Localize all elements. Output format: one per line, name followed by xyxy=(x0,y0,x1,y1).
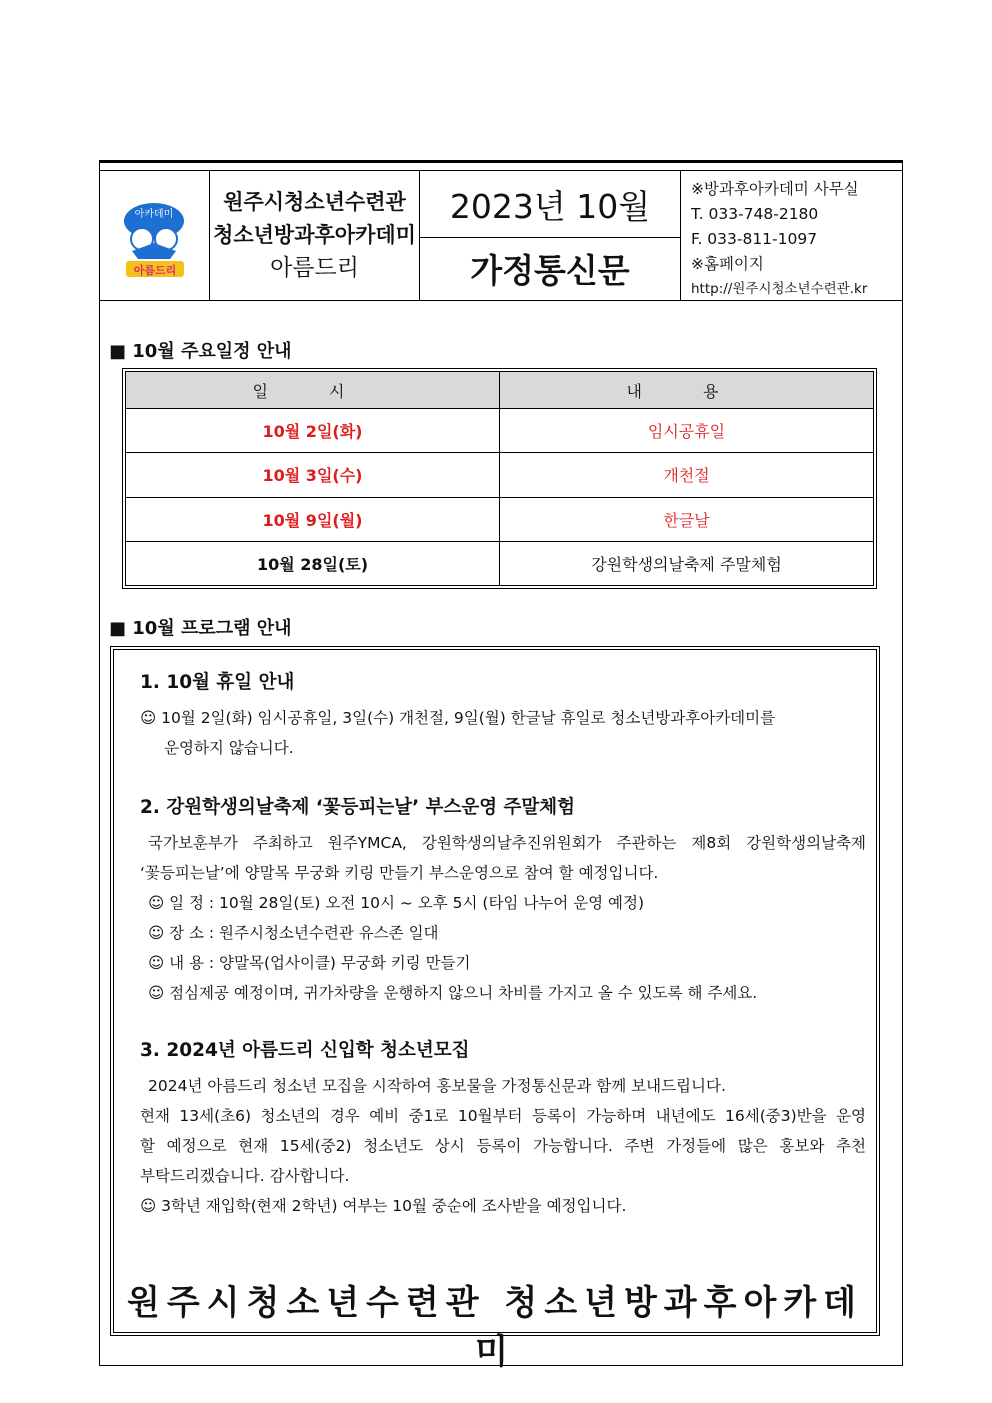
table-row xyxy=(126,497,874,541)
festival-text: 국가보훈부가 주최하고 원주YMCA, 강원학생의날추진위원회가 주관하는 제8회 강원학생의날축제 xyxy=(148,834,866,852)
logo-text-bottom: 아름드리 xyxy=(133,263,177,277)
schedule-section-title: ■ 10월 주요일정 안내 xyxy=(109,341,292,362)
homepage-label: ※홈페이지 xyxy=(691,255,764,273)
festival-note: ☺ 점심제공 예정이며, 귀가차량을 운행하지 않으니 차비를 가지고 올 수 있도록 해 주세요. xyxy=(148,984,758,1002)
schedule-date: 10월 2일(화) xyxy=(126,409,500,453)
table-row xyxy=(126,453,874,497)
schedule-content: 한글날 xyxy=(500,497,874,541)
holiday-notice-text: 운영하지 않습니다. xyxy=(164,739,294,757)
festival-location: ☺ 장 소 : 원주시청소년수련관 유스존 일대 xyxy=(148,924,439,942)
recruitment-text: 2024년 아름드리 청소년 모집을 시작하여 홍보물을 가정통신문과 함께 보내드립니다. xyxy=(148,1077,726,1095)
office-label: ※방과후아카데미 사무실 xyxy=(691,180,859,198)
title-cell xyxy=(420,171,681,300)
footer-signature: 원주시청소년수련관 청소년방과후아카데미 xyxy=(126,1283,864,1372)
organization-cell xyxy=(210,171,420,300)
schedule-date: 10월 3일(수) xyxy=(126,453,500,497)
holiday-notice-title: 1. 10월 휴일 안내 xyxy=(140,672,295,693)
issue-date: 2023년 10월 xyxy=(420,171,680,238)
letter-header xyxy=(99,170,903,301)
table-row xyxy=(126,541,874,585)
festival-schedule: ☺ 일 정 : 10월 28일(토) 오전 10시 ~ 오후 5시 (타임 나누어 운영 예정) xyxy=(148,894,645,912)
recruitment-text: 부탁드리겠습니다. 감사합니다. xyxy=(140,1167,350,1185)
schedule-header-row xyxy=(126,372,874,409)
logo-cell xyxy=(99,171,210,300)
phone-number: T. 033-748-2180 xyxy=(691,205,819,223)
date-column-header: 일 시 xyxy=(126,372,500,409)
recruitment-note: ☺ 3학년 재입학(현재 2학년) 여부는 10월 중순에 조사받을 예정입니다. xyxy=(140,1197,627,1215)
schedule-table-frame xyxy=(122,368,877,589)
table-row xyxy=(126,409,874,453)
program-box xyxy=(110,646,880,1372)
fax-number: F. 033-811-1097 xyxy=(691,230,818,248)
festival-title: 2. 강원학생의날축제 ‘꽃등피는날’ 부스운영 주말체험 xyxy=(140,797,576,818)
program-section-title: ■ 10월 프로그램 안내 xyxy=(109,618,292,639)
recruitment-text: 할 예정으로 현재 15세(중2) 청소년도 상시 등록이 가능합니다. 주변 가정들에 많은 홍보와 추천 xyxy=(140,1137,866,1155)
org-name: 원주시청소년수련관 xyxy=(223,190,406,214)
document-title: 가정통신문 xyxy=(470,251,630,290)
schedule-content: 개천절 xyxy=(500,453,874,497)
schedule-content: 강원학생의날축제 주말체험 xyxy=(500,541,874,585)
festival-activity: ☺ 내 용 : 양말목(업사이클) 무궁화 키링 만들기 xyxy=(148,954,471,972)
schedule-date: 10월 28일(토) xyxy=(126,541,500,585)
content-column-header: 내 용 xyxy=(500,372,874,409)
program-nickname: 아름드리 xyxy=(270,255,359,281)
festival-text: ‘꽃등피는날’에 양말목 무궁화 키링 만들기 부스운영으로 참여 할 예정입니다. xyxy=(140,864,659,882)
recruitment-text: 현재 13세(초6) 청소년의 경우 예비 중1로 10월부터 등록이 가능하며 내년에도 16세(중3)반을 운영 xyxy=(140,1107,866,1125)
schedule-date: 10월 9일(월) xyxy=(126,497,500,541)
program-name: 청소년방과후아카데미 xyxy=(213,223,416,247)
schedule-content: 임시공휴일 xyxy=(500,409,874,453)
holiday-notice-text: ☺ 10월 2일(화) 임시공휴일, 3일(수) 개천절, 9일(월) 한글날 휴일로 청소년방과후아카데미를 xyxy=(140,709,776,727)
program-box-inner xyxy=(113,649,877,1372)
logo-text-top: 아카데미 xyxy=(134,208,174,220)
homepage-link[interactable]: http://원주시청소년수련관.kr xyxy=(691,281,868,297)
academy-logo xyxy=(112,191,196,281)
contact-cell xyxy=(681,171,903,300)
recruitment-title: 3. 2024년 아름드리 신입학 청소년모집 xyxy=(140,1040,470,1061)
schedule-table xyxy=(125,371,874,586)
